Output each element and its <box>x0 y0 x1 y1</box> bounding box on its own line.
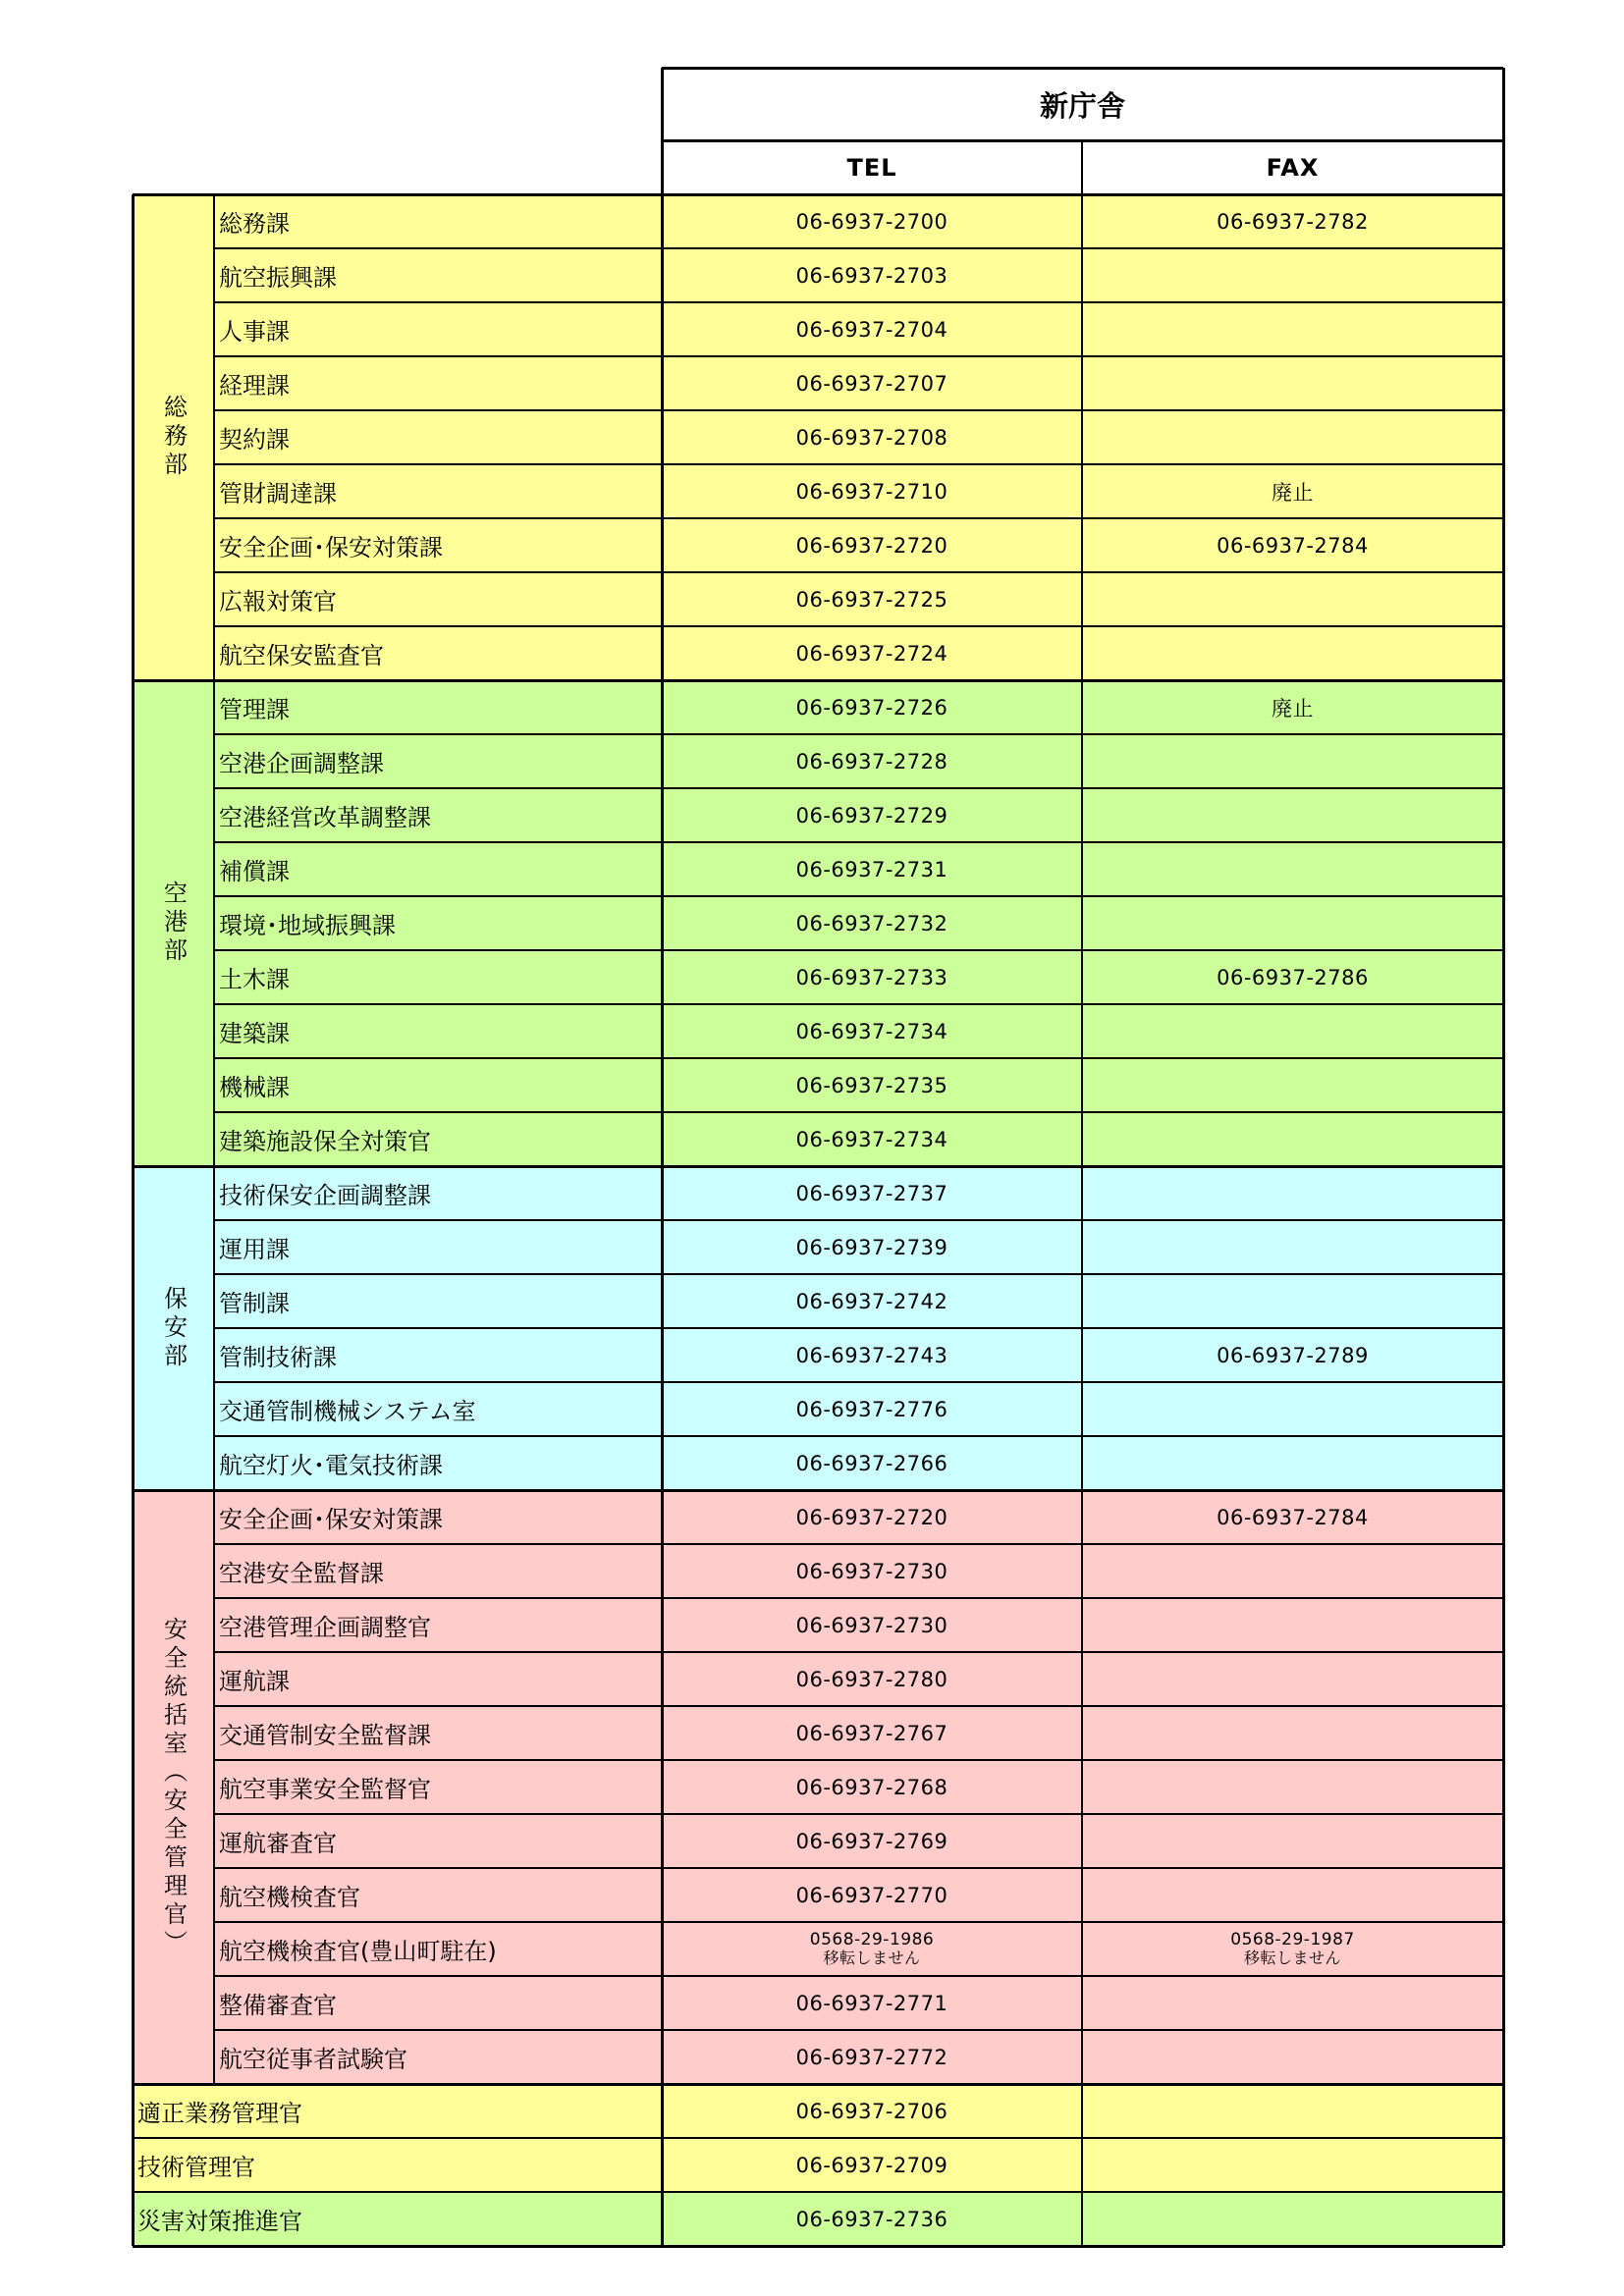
section-name: 空港経営改革調整課 <box>214 788 662 842</box>
section-name: 管理課 <box>214 680 662 734</box>
tel-cell: 06-6937-2734 <box>662 1112 1082 1166</box>
grid-line <box>214 1327 1503 1329</box>
fax-cell: 06-6937-2784 <box>1082 1490 1503 1544</box>
fax-cell: 廃止 <box>1082 680 1503 734</box>
section-name: 環境･地域振興課 <box>214 896 662 950</box>
grid-line <box>662 67 1503 70</box>
tel-cell: 06-6937-2704 <box>662 302 1082 356</box>
section-name: 安全企画･保安対策課 <box>214 1490 662 1544</box>
fax-cell <box>1082 1112 1503 1166</box>
section-name: 運航審査官 <box>214 1814 662 1868</box>
grid-line <box>214 571 1503 573</box>
grid-line <box>133 2083 1503 2086</box>
section-name: 管制技術課 <box>214 1328 662 1382</box>
grid-line <box>1081 140 1083 194</box>
fax-cell <box>1082 1166 1503 1220</box>
section-name: 土木課 <box>214 950 662 1004</box>
fax-cell <box>1082 896 1503 950</box>
grid-line <box>661 68 664 194</box>
grid-line <box>1502 68 1505 194</box>
tel-cell: 06-6937-2739 <box>662 1220 1082 1274</box>
office-name: 適正業務管理官 <box>133 2084 662 2138</box>
grid-line <box>214 1543 1503 1545</box>
tel-cell: 06-6937-2710 <box>662 464 1082 518</box>
fax-cell <box>1082 1598 1503 1652</box>
tel-cell: 06-6937-2709 <box>662 2138 1082 2192</box>
grid-line <box>133 193 1503 196</box>
tel-cell: 06-6937-2703 <box>662 248 1082 302</box>
tel-cell: 06-6937-2766 <box>662 1436 1082 1490</box>
fax-column-header: FAX <box>1082 140 1503 194</box>
section-name: 航空保安監査官 <box>214 626 662 680</box>
grid-line <box>214 247 1503 249</box>
section-name: 管制課 <box>214 1274 662 1328</box>
grid-line <box>214 1975 1503 1977</box>
grid-line <box>133 1165 1503 1168</box>
section-name: 機械課 <box>214 1058 662 1112</box>
grid-line <box>1081 194 1083 2246</box>
fax-cell <box>1082 1814 1503 1868</box>
tel-cell: 06-6937-2734 <box>662 1004 1082 1058</box>
section-name: 交通管制安全監督課 <box>214 1706 662 1760</box>
grid-line <box>214 949 1503 951</box>
tel-cell: 06-6937-2772 <box>662 2030 1082 2084</box>
grid-line <box>214 1867 1503 1869</box>
fax-cell <box>1082 842 1503 896</box>
fax-cell <box>1082 1760 1503 1814</box>
section-name: 空港安全監督課 <box>214 1544 662 1598</box>
tel-cell: 06-6937-2742 <box>662 1274 1082 1328</box>
section-name: 人事課 <box>214 302 662 356</box>
section-name: 空港管理企画調整官 <box>214 1598 662 1652</box>
department-cell <box>133 194 214 680</box>
tel-cell: 06-6937-2735 <box>662 1058 1082 1112</box>
section-name: 技術保安企画調整課 <box>214 1166 662 1220</box>
section-name: 運航課 <box>214 1652 662 1706</box>
grid-line <box>213 194 215 2084</box>
fax-cell <box>1082 2192 1503 2246</box>
department-cell <box>133 1490 214 2084</box>
section-name: 航空機検査官 <box>214 1868 662 1922</box>
grid-line <box>133 2245 1503 2248</box>
grid-line <box>133 2191 1503 2193</box>
tel-cell: 06-6937-2770 <box>662 1868 1082 1922</box>
grid-line <box>214 733 1503 735</box>
tel-note: 移転しません <box>823 1949 921 1968</box>
section-name: 総務課 <box>214 194 662 248</box>
fax-number: 0568-29-1987 <box>1230 1930 1355 1950</box>
fax-cell <box>1082 1004 1503 1058</box>
section-name: 航空事業安全監督官 <box>214 1760 662 1814</box>
fax-cell <box>1082 1868 1503 1922</box>
tel-cell: 06-6937-2707 <box>662 356 1082 410</box>
office-name: 災害対策推進官 <box>133 2192 662 2246</box>
tel-column-header: TEL <box>662 140 1082 194</box>
fax-cell <box>1082 2084 1503 2138</box>
tel-cell: 06-6937-2725 <box>662 572 1082 626</box>
table-title: 新庁舎 <box>662 68 1503 140</box>
fax-cell <box>1082 1976 1503 2030</box>
tel-cell: 06-6937-2767 <box>662 1706 1082 1760</box>
fax-cell <box>1082 1544 1503 1598</box>
section-name: 建築課 <box>214 1004 662 1058</box>
fax-cell <box>1082 410 1503 464</box>
fax-cell: 06-6937-2782 <box>1082 194 1503 248</box>
section-name: 航空振興課 <box>214 248 662 302</box>
tel-cell: 06-6937-2730 <box>662 1598 1082 1652</box>
section-name: 航空従事者試験官 <box>214 2030 662 2084</box>
grid-line <box>133 1489 1503 1492</box>
department-name: 保安部 <box>159 1285 188 1371</box>
grid-line <box>1502 194 1505 2246</box>
section-name: 管財調達課 <box>214 464 662 518</box>
grid-line <box>214 2029 1503 2031</box>
fax-cell <box>1082 1436 1503 1490</box>
tel-cell: 06-6937-2737 <box>662 1166 1082 1220</box>
fax-cell <box>1082 1220 1503 1274</box>
tel-cell: 06-6937-2726 <box>662 680 1082 734</box>
tel-cell: 06-6937-2736 <box>662 2192 1082 2246</box>
fax-cell <box>1082 1382 1503 1436</box>
grid-line <box>133 679 1503 682</box>
fax-cell <box>1082 2138 1503 2192</box>
section-name: 航空機検査官(豊山町駐在) <box>214 1922 662 1976</box>
grid-line <box>214 517 1503 519</box>
grid-line <box>214 1813 1503 1815</box>
section-name: 経理課 <box>214 356 662 410</box>
tel-cell: 06-6937-2769 <box>662 1814 1082 1868</box>
grid-line <box>214 355 1503 357</box>
fax-cell <box>1082 788 1503 842</box>
grid-line <box>214 1435 1503 1437</box>
phone-directory-table <box>133 68 1503 2251</box>
tel-cell: 06-6937-2720 <box>662 1490 1082 1544</box>
grid-line <box>214 1219 1503 1221</box>
fax-cell <box>1082 1652 1503 1706</box>
section-name: 安全企画･保安対策課 <box>214 518 662 572</box>
section-name: 整備審査官 <box>214 1976 662 2030</box>
tel-cell: 06-6937-2768 <box>662 1760 1082 1814</box>
section-name: 交通管制機械システム室 <box>214 1382 662 1436</box>
grid-line <box>214 895 1503 897</box>
fax-cell <box>1082 2030 1503 2084</box>
tel-cell: 06-6937-2771 <box>662 1976 1082 2030</box>
tel-cell: 06-6937-2700 <box>662 194 1082 248</box>
tel-cell: 06-6937-2720 <box>662 518 1082 572</box>
grid-line <box>214 301 1503 303</box>
grid-line <box>214 625 1503 627</box>
department-cell <box>133 680 214 1166</box>
tel-number: 0568-29-1986 <box>809 1930 935 1950</box>
fax-cell <box>1082 1706 1503 1760</box>
grid-line <box>214 1759 1503 1761</box>
section-name: 補償課 <box>214 842 662 896</box>
fax-cell: 06-6937-2784 <box>1082 518 1503 572</box>
fax-cell: 06-6937-2786 <box>1082 950 1503 1004</box>
tel-cell: 06-6937-2728 <box>662 734 1082 788</box>
department-name: 安全統括室︵安全管理官︶ <box>159 1616 188 1958</box>
fax-cell <box>1082 1058 1503 1112</box>
fax-note: 移転しません <box>1243 1949 1341 1968</box>
tel-cell <box>662 1922 1082 1976</box>
fax-cell <box>1082 734 1503 788</box>
fax-cell: 06-6937-2789 <box>1082 1328 1503 1382</box>
grid-line <box>214 1921 1503 1923</box>
grid-line <box>214 1381 1503 1383</box>
grid-line <box>214 1273 1503 1275</box>
tel-cell: 06-6937-2743 <box>662 1328 1082 1382</box>
fax-cell <box>1082 626 1503 680</box>
fax-cell <box>1082 572 1503 626</box>
section-name: 運用課 <box>214 1220 662 1274</box>
section-name: 航空灯火･電気技術課 <box>214 1436 662 1490</box>
grid-line <box>132 194 135 2246</box>
fax-cell <box>1082 248 1503 302</box>
tel-cell: 06-6937-2776 <box>662 1382 1082 1436</box>
tel-cell: 06-6937-2729 <box>662 788 1082 842</box>
department-cell <box>133 1166 214 1490</box>
tel-cell: 06-6937-2730 <box>662 1544 1082 1598</box>
section-name: 契約課 <box>214 410 662 464</box>
department-name: 空港部 <box>159 881 188 966</box>
section-name: 空港企画調整課 <box>214 734 662 788</box>
grid-line <box>214 841 1503 843</box>
fax-cell <box>1082 356 1503 410</box>
tel-cell: 06-6937-2706 <box>662 2084 1082 2138</box>
grid-line <box>214 1111 1503 1113</box>
fax-cell <box>1082 302 1503 356</box>
grid-line <box>214 1057 1503 1059</box>
grid-line <box>214 1003 1503 1005</box>
tel-cell: 06-6937-2733 <box>662 950 1082 1004</box>
grid-line <box>214 787 1503 789</box>
department-name: 総務部 <box>159 395 188 480</box>
fax-cell <box>1082 1274 1503 1328</box>
tel-cell: 06-6937-2731 <box>662 842 1082 896</box>
office-name: 技術管理官 <box>133 2138 662 2192</box>
tel-cell: 06-6937-2724 <box>662 626 1082 680</box>
grid-line <box>214 1651 1503 1653</box>
tel-cell: 06-6937-2780 <box>662 1652 1082 1706</box>
grid-line <box>214 1597 1503 1599</box>
section-name: 建築施設保全対策官 <box>214 1112 662 1166</box>
grid-line <box>133 2137 1503 2139</box>
grid-line <box>661 194 664 2246</box>
tel-cell: 06-6937-2708 <box>662 410 1082 464</box>
grid-line <box>214 463 1503 465</box>
grid-line <box>214 409 1503 411</box>
tel-cell: 06-6937-2732 <box>662 896 1082 950</box>
fax-cell <box>1082 1922 1503 1976</box>
section-name: 広報対策官 <box>214 572 662 626</box>
grid-line <box>214 1705 1503 1707</box>
fax-cell: 廃止 <box>1082 464 1503 518</box>
